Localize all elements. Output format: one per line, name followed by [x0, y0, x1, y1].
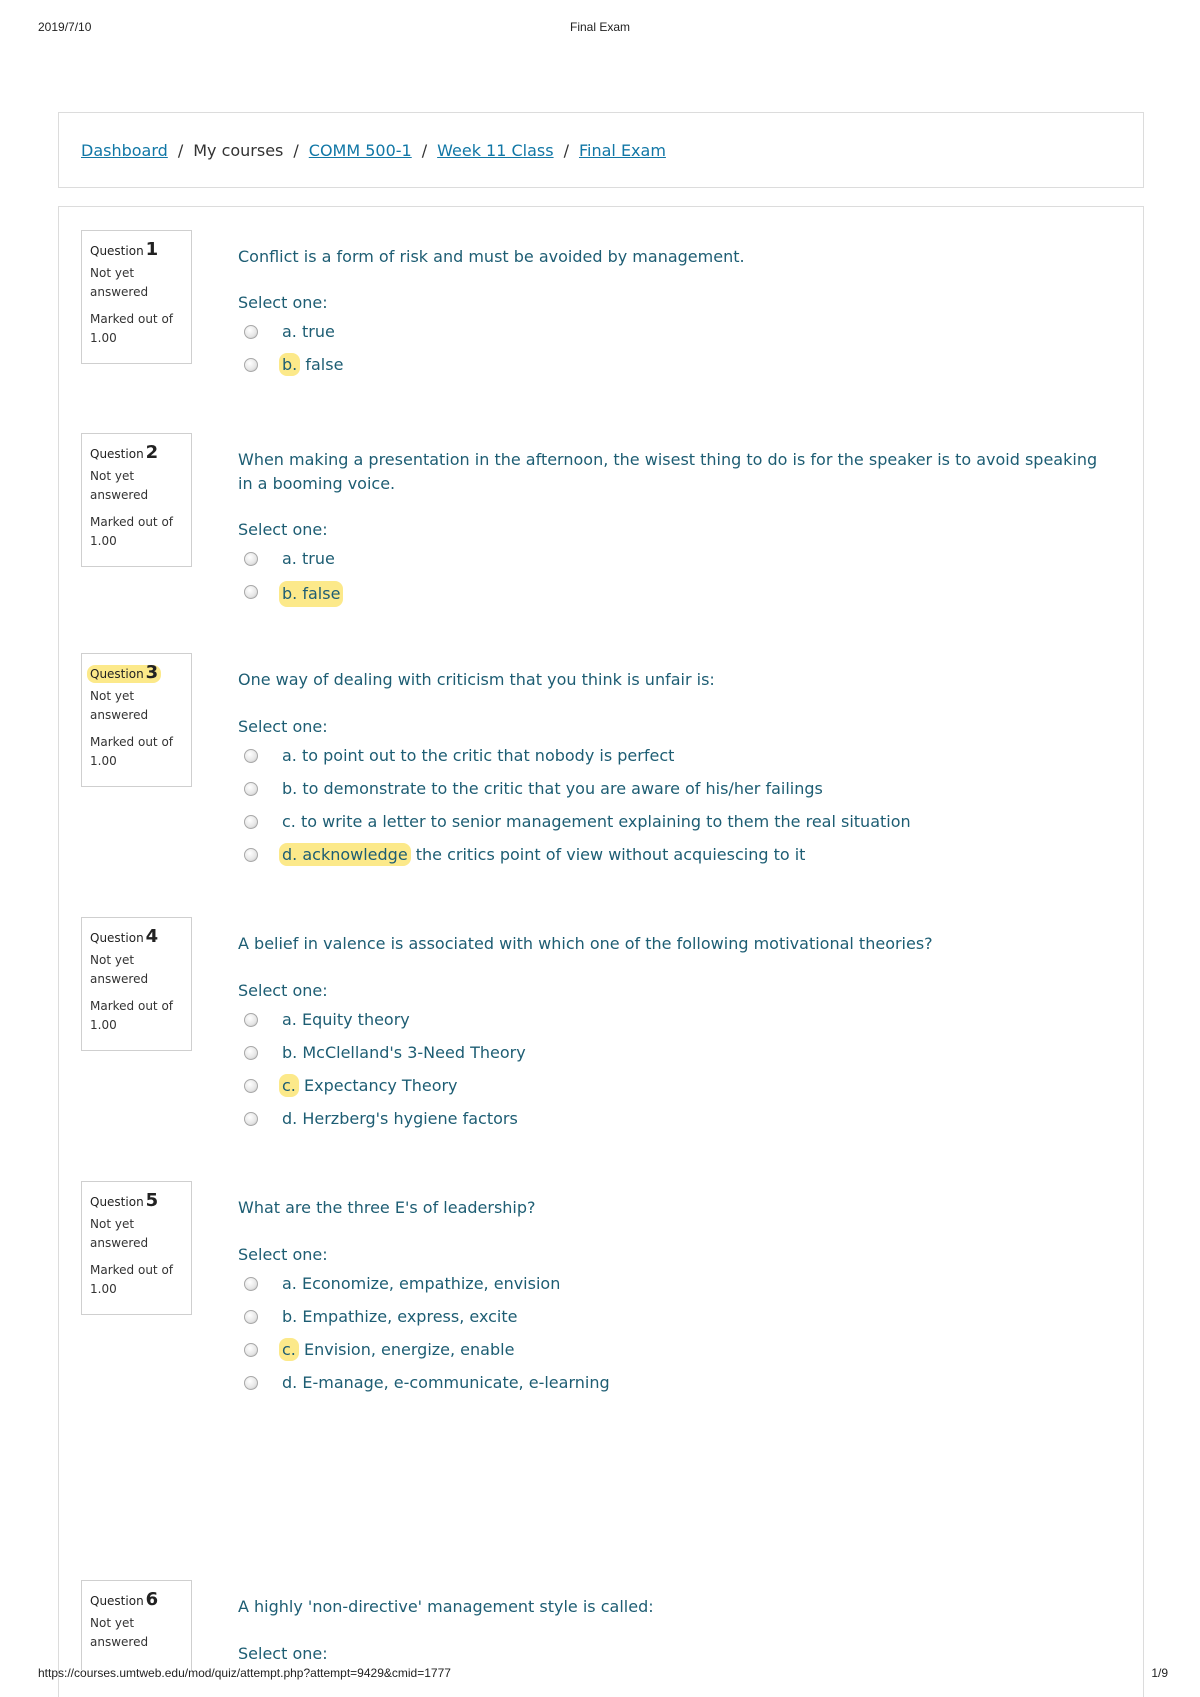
option-label	[282, 745, 674, 767]
question-grade: Marked out of 1.00	[90, 999, 174, 1032]
radio-button[interactable]	[244, 782, 258, 796]
question-text-6: A highly 'non-directive' management style is called:	[238, 1597, 654, 1616]
question-grade: Marked out of 1.00	[90, 735, 174, 768]
question-text-4: A belief in valence is associated with which one of the following motivational theories?	[238, 934, 933, 953]
select-one-prompt: Select one:	[238, 1245, 328, 1264]
print-page-number: 1/9	[1151, 1666, 1168, 1680]
question-text-3: One way of dealing with criticism that you think is unfair is:	[238, 670, 715, 689]
option-prefix: b.	[282, 584, 298, 603]
question-state: Not yet answered	[90, 953, 149, 986]
question-number: 6	[145, 1589, 159, 1610]
question-number-line	[90, 1190, 183, 1213]
question-label: Question	[90, 1594, 144, 1608]
select-one-prompt: Select one:	[238, 981, 328, 1000]
question-info-5	[81, 1181, 192, 1315]
option-text: Envision, energize, enable	[303, 1340, 515, 1359]
question-number: 4	[145, 926, 159, 947]
question-info-3	[81, 653, 192, 787]
breadcrumb-separator: /	[177, 141, 184, 160]
question-grade: Marked out of 1.00	[90, 515, 174, 548]
print-title: Final Exam	[569, 20, 631, 34]
option-text: McClelland's 3-Need Theory	[302, 1043, 526, 1062]
option-prefix: c.	[282, 812, 296, 831]
radio-button[interactable]	[244, 1310, 258, 1324]
print-url: https://courses.umtweb.edu/mod/quiz/attempt.php?attempt=9429&cmid=1777	[38, 1666, 451, 1680]
question-number: 2	[145, 442, 159, 463]
question-number-line	[90, 662, 183, 685]
radio-button[interactable]	[244, 1013, 258, 1027]
option-text: to demonstrate to the critic that you are aware of his/her failings	[302, 779, 823, 798]
radio-button[interactable]	[244, 552, 258, 566]
option-prefix: b.	[282, 779, 298, 798]
option-label	[282, 1009, 410, 1031]
question-number-line	[90, 239, 183, 262]
print-header	[0, 20, 1200, 36]
radio-button[interactable]	[244, 848, 258, 862]
radio-button[interactable]	[244, 815, 258, 829]
breadcrumb-week-link[interactable]: Week 11 Class	[437, 141, 554, 160]
breadcrumb-final-exam-link[interactable]: Final Exam	[578, 141, 666, 160]
question-state: Not yet answered	[90, 1217, 149, 1250]
select-one-prompt: Select one:	[238, 717, 328, 736]
option-text: to point out to the critic that nobody is perfect	[301, 746, 675, 765]
question-text-1: Conflict is a form of risk and must be avoided by management.	[238, 247, 745, 266]
breadcrumb-my-courses: My courses	[193, 141, 284, 160]
option-text: to write a letter to senior management explaining to them the real situation	[300, 812, 911, 831]
option-text: false	[305, 355, 344, 374]
option-text: false	[302, 584, 341, 603]
option-prefix: d.	[282, 1373, 298, 1392]
select-one-prompt: Select one:	[238, 1644, 328, 1663]
option-label	[282, 1108, 518, 1130]
radio-button[interactable]	[244, 1112, 258, 1126]
option-prefix: b.	[282, 1043, 298, 1062]
question-text-5: What are the three E's of leadership?	[238, 1198, 536, 1217]
select-one-prompt: Select one:	[238, 293, 328, 312]
option-label	[282, 1042, 526, 1064]
option-prefix: a.	[282, 1274, 297, 1293]
question-label: Question	[90, 931, 144, 945]
option-label	[282, 354, 343, 376]
option-prefix: d.	[282, 845, 298, 864]
option-prefix: d.	[282, 1109, 298, 1128]
question-state: Not yet answered	[90, 266, 149, 299]
breadcrumb-panel	[58, 112, 1144, 188]
question-info-2	[81, 433, 192, 567]
option-text: true	[301, 322, 335, 341]
breadcrumb-course-link[interactable]: COMM 500-1	[308, 141, 412, 160]
print-date: 2019/7/10	[38, 20, 92, 34]
option-label	[282, 844, 805, 866]
option-text: Herzberg's hygiene factors	[302, 1109, 518, 1128]
question-label: Question	[90, 447, 144, 461]
breadcrumb-separator: /	[563, 141, 569, 160]
question-state: Not yet answered	[90, 1616, 149, 1649]
option-text: Equity theory	[301, 1010, 410, 1029]
radio-button[interactable]	[244, 325, 258, 339]
option-label	[282, 1372, 610, 1394]
option-label	[282, 811, 911, 833]
option-prefix: a.	[282, 549, 297, 568]
question-label-highlight	[87, 662, 161, 683]
question-label: Question	[90, 1195, 144, 1209]
option-text: the critics point of view without acquiescing to it	[410, 845, 806, 864]
option-label	[282, 1306, 517, 1328]
option-label	[279, 581, 343, 607]
radio-button[interactable]	[244, 1046, 258, 1060]
option-text: Empathize, express, excite	[302, 1307, 518, 1326]
option-prefix: c.	[279, 1338, 299, 1361]
breadcrumb	[81, 141, 666, 160]
option-prefix: b.	[282, 1307, 298, 1326]
breadcrumb-separator: /	[421, 141, 428, 160]
option-prefix: a.	[282, 746, 297, 765]
question-number: 1	[145, 239, 159, 260]
question-grade: Marked out of 1.00	[90, 1263, 174, 1296]
select-one-prompt: Select one:	[238, 520, 328, 539]
question-state: Not yet answered	[90, 689, 149, 722]
question-label: Question	[90, 244, 144, 258]
radio-button[interactable]	[244, 1376, 258, 1390]
question-number: 3	[145, 662, 159, 683]
question-number-line	[90, 442, 183, 465]
question-info-4	[81, 917, 192, 1051]
option-prefix: a.	[282, 322, 297, 341]
option-text: E-manage, e-communicate, e-learning	[302, 1373, 610, 1392]
radio-button[interactable]	[244, 1343, 258, 1357]
question-info-6	[81, 1580, 192, 1670]
question-grade: Marked out of 1.00	[90, 312, 174, 345]
question-info-1	[81, 230, 192, 364]
option-prefix: a.	[282, 1010, 297, 1029]
option-highlight: d. acknowledge	[279, 843, 411, 866]
question-number-line	[90, 1589, 183, 1612]
option-label	[282, 1273, 560, 1295]
question-number-line	[90, 926, 183, 949]
radio-button[interactable]	[244, 1277, 258, 1291]
option-text: Economize, empathize, envision	[301, 1274, 561, 1293]
option-label	[282, 1075, 458, 1097]
radio-button[interactable]	[244, 358, 258, 372]
option-label	[282, 321, 335, 343]
breadcrumb-dashboard-link[interactable]: Dashboard	[81, 141, 168, 160]
option-prefix: b.	[279, 353, 300, 376]
radio-button[interactable]	[244, 749, 258, 763]
option-text: true	[301, 549, 335, 568]
question-number: 5	[145, 1190, 159, 1211]
option-label	[282, 778, 823, 800]
print-footer	[0, 1666, 1200, 1682]
radio-button[interactable]	[244, 585, 258, 599]
question-state: Not yet answered	[90, 469, 149, 502]
option-label	[282, 548, 335, 570]
breadcrumb-separator: /	[293, 141, 299, 160]
question-label: Question	[90, 667, 144, 681]
question-text-2: When making a presentation in the afternoon, the wisest thing to do is for the speaker is to avoid speaking in a booming voice.	[238, 450, 1098, 493]
option-prefix: c.	[279, 1074, 299, 1097]
option-label	[282, 1339, 514, 1361]
option-text: Expectancy Theory	[303, 1076, 458, 1095]
radio-button[interactable]	[244, 1079, 258, 1093]
